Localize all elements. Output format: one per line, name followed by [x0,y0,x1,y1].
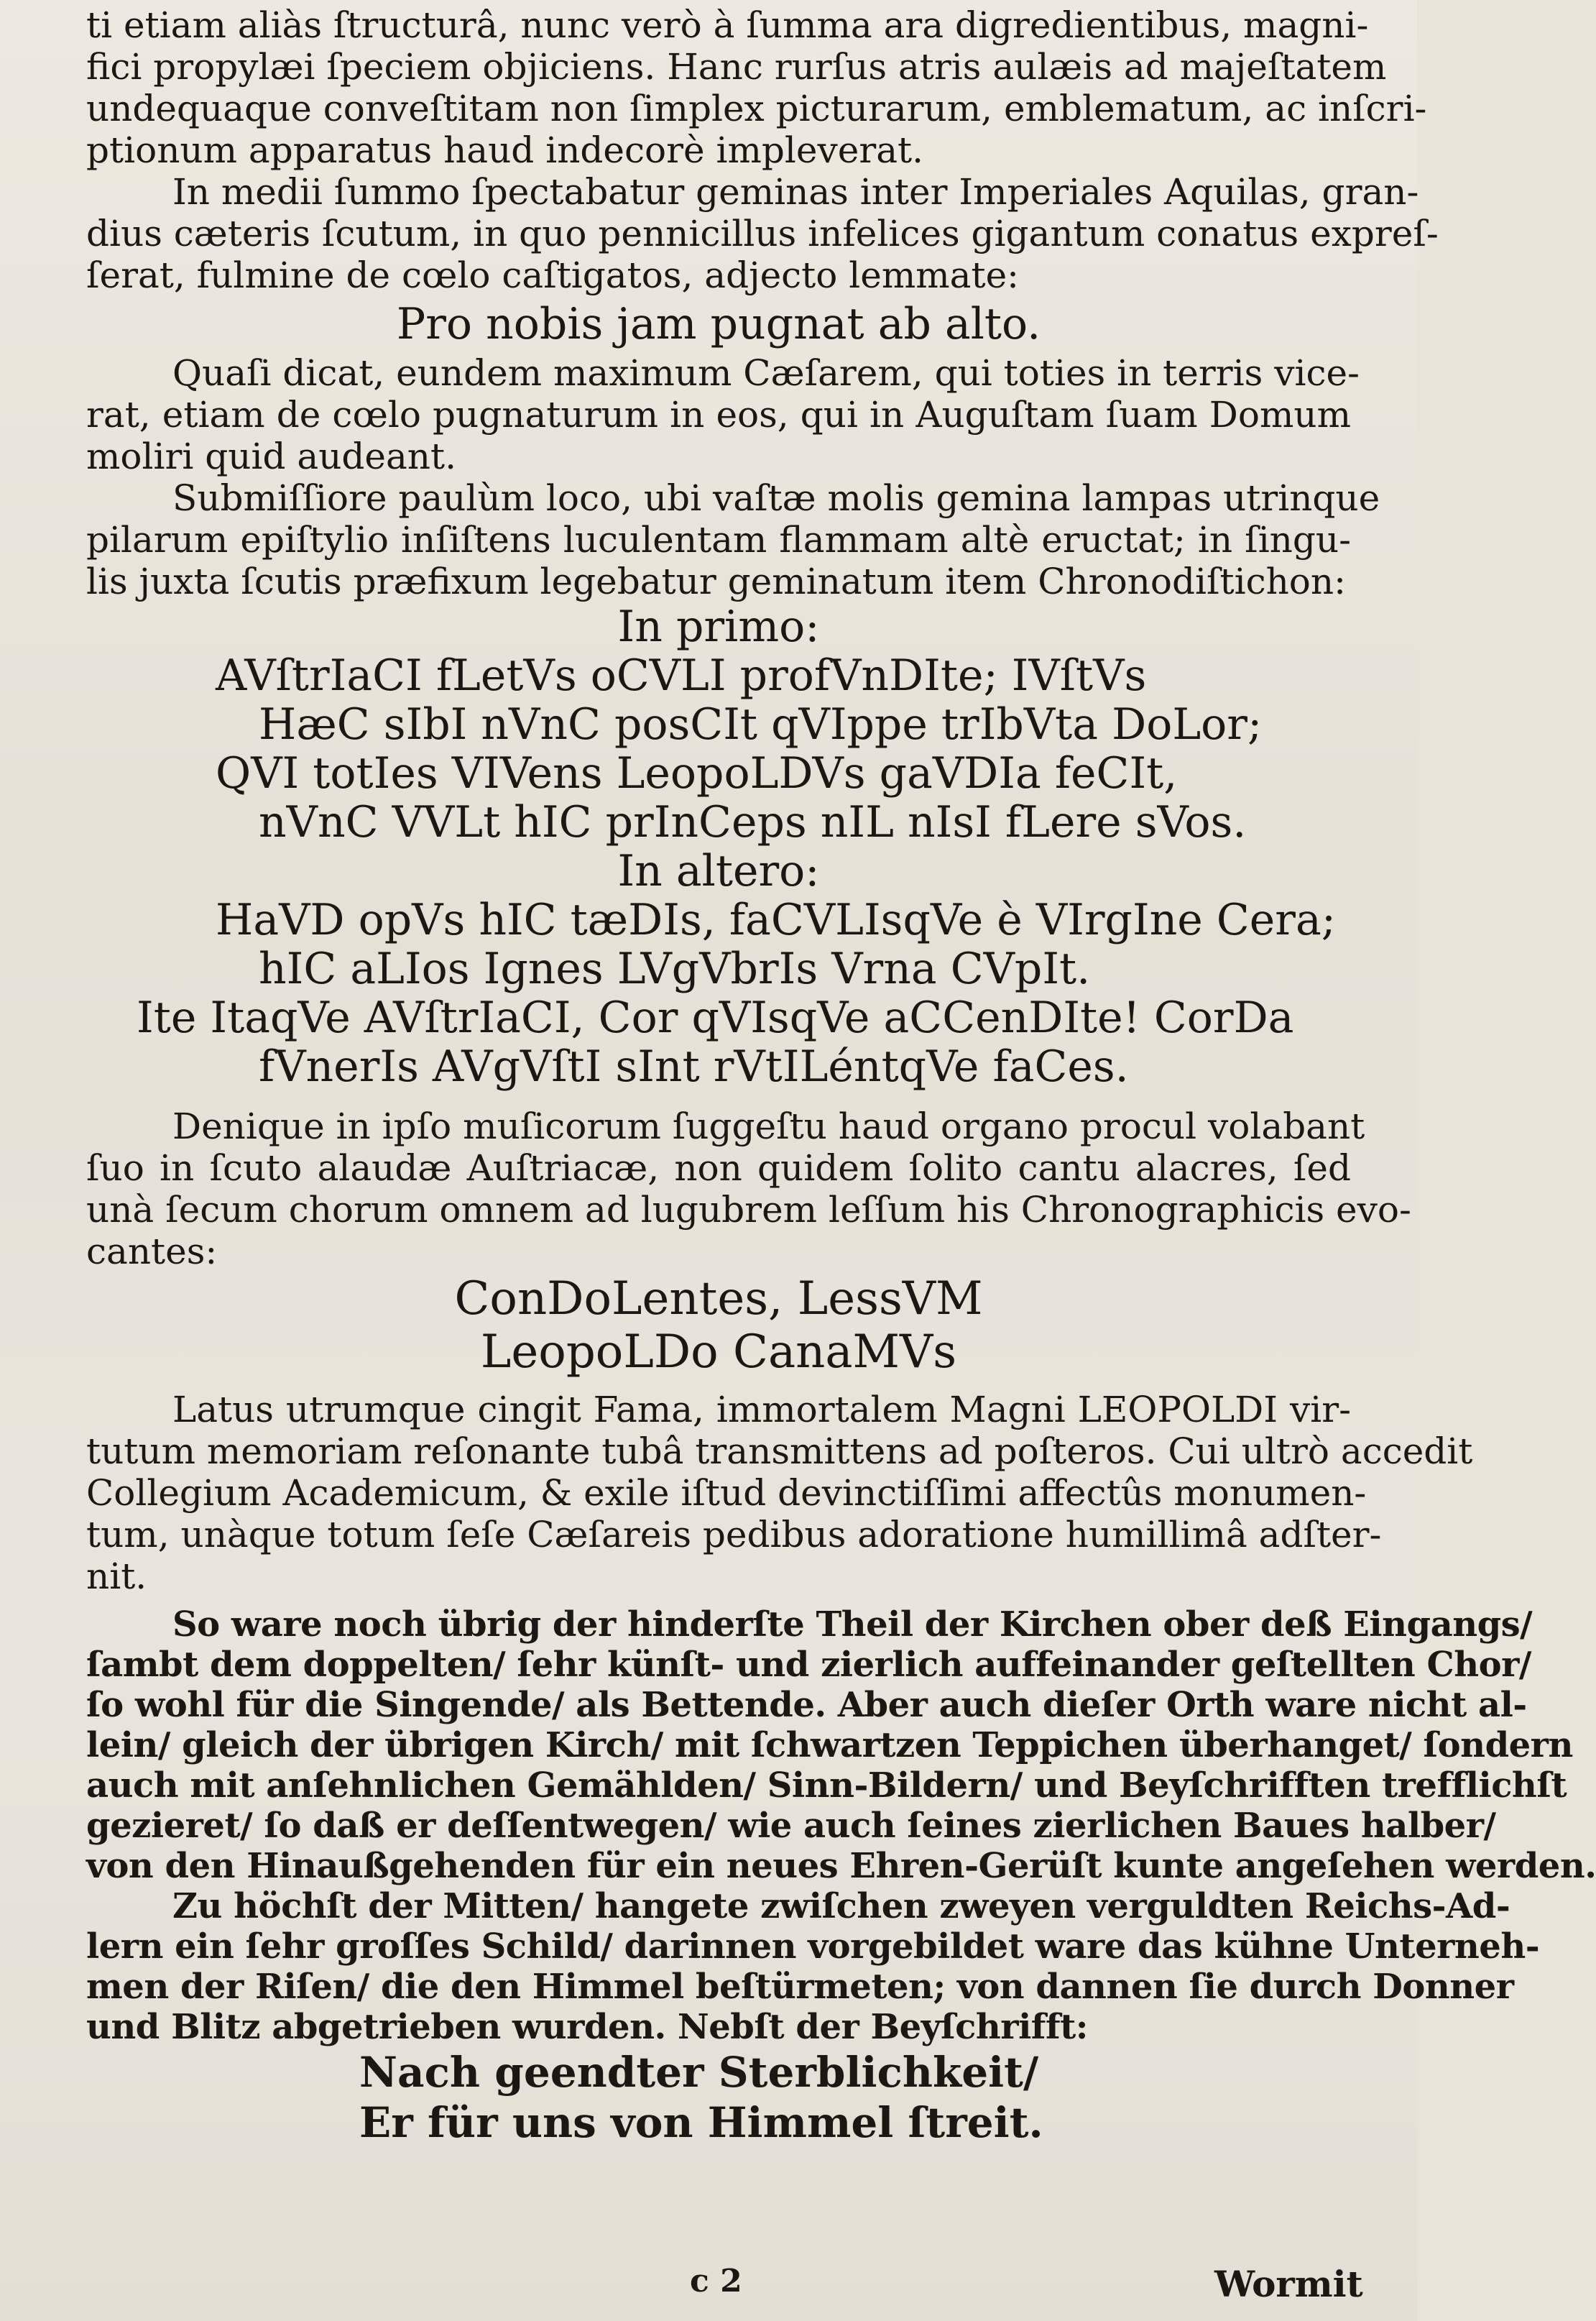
fraktur-line: men der Riſen/ die den Himmel beſtürmeten; von dannen ſie durch Donner [86,1967,1514,2007]
text-line: Latus utrumque cingit Fama, immortalem Magni LEOPOLDI vir- [172,1389,1351,1430]
fraktur-motto-line: Nach geendter Sterblichkeit/ [359,2048,1039,2097]
text-line: pilarum epiſtylio inſiſtens luculentam flammam altè eructat; in ſingu- [86,519,1351,561]
text-line: ti etiam aliàs ſtructurâ, nunc verò à ſumma ara digredientibus, magni- [86,4,1369,46]
fraktur-line: lein/ gleich der übrigen Kirch/ mit ſchwartzen Teppichen überhanget/ ſondern [86,1725,1573,1765]
text-line: lis juxta ſcutis præfixum legebatur geminatum item Chronodiſtichon: [86,561,1346,602]
fraktur-motto-line: Er für uns von Himmel ſtreit. [359,2098,1043,2147]
page-footer [0,2263,1417,2313]
text-line: Quaſi dicat, eundem maximum Cæſarem, qui toties in terris vice- [172,352,1360,394]
text-line: In medii ſummo ſpectabatur geminas inter Imperiales Aquilas, gran- [172,171,1419,213]
text-line: tum, unàque totum ſeſe Cæſareis pedibus adoratione humillimâ adſter- [86,1514,1382,1555]
chronodistich-line: Ite ItaqVe AVſtrIaCI, Cor qVIsqVe aCCenDIte! CorDa [137,993,1294,1043]
fraktur-line: Zu höchſt der Mitten/ hangete zwiſchen zweyen verguldten Reichs-Ad- [172,1886,1510,1926]
fraktur-line: ſo wohl für die Singende/ als Bettende. Aber auch dieſer Orth ware nicht al- [86,1685,1527,1725]
text-line: ſerat, fulmine de cœlo caſtigatos, adjecto lemmate: [86,254,1019,296]
fraktur-line: So ware noch übrig der hinderſte Theil der Kirchen ober deß Eingangs/ [172,1604,1533,1645]
text-line: Collegium Academicum, & exile iſtud devinctiſſimi affectûs monumen- [86,1472,1367,1514]
chronodistich-line: HæC sIbI nVnC posCIt qVIppe trIbVta DoLor; [259,699,1263,750]
text-line: fici propylæi ſpeciem objiciens. Hanc rurſus atris aulæis ad majeſtatem [86,46,1387,88]
chronodistich-line: HaVD opVs hIC tæDIs, faCVLIsqVe è VIrgIne Cera; [216,895,1336,945]
chronodistich-line: hIC aLIos Ignes LVgVbrIs Vrna CVpIt. [259,944,1091,994]
fraktur-line: ſambt dem doppelten/ ſehr künſt- und zierlich auffeinander geſtellten Chor/ [86,1645,1531,1685]
fraktur-line: von den Hinaußgehenden für ein neues Ehren-Gerüſt kunte angeſehen werden. [86,1846,1596,1886]
chronograph-line: ConDoLentes, LessVM [454,1272,983,1325]
text-line: rat, etiam de cœlo pugnaturum in eos, qui in Auguſtam ſuam Domum [86,394,1351,436]
fraktur-line: lern ein ſehr groſſes Schild/ darinnen vorgebildet ware das kühne Unterneh- [86,1926,1540,1967]
verse-heading: In altero: [617,846,820,896]
text-line: nit. [86,1555,147,1597]
chronodistich-line: nVnC VVLt hIC prInCeps nIL nIsI fLere sVos. [259,797,1247,847]
text-line: undequaque conveſtitam non ſimplex picturarum, emblematum, ac inſcri- [86,88,1427,129]
catchword: Wormit [1214,2263,1363,2305]
text-line: moliri quid audeant. [86,436,456,477]
chronograph-line: LeopoLDo CanaMVs [480,1325,957,1379]
signature-mark: c 2 [690,2263,742,2299]
chronodistich-line: QVI totIes VIVens LeopoLDVs gaVDIa feCIt, [216,748,1178,799]
fraktur-line: gezieret/ ſo daß er deſſentwegen/ wie auch ſeines zierlichen Baues halber/ [86,1806,1496,1846]
lemma-motto: Pro nobis jam pugnat ab alto. [396,299,1041,349]
text-line: dius cæteris ſcutum, in quo pennicillus infelices gigantum conatus expreſ- [86,213,1439,254]
chronodistich-line: AVſtrIaCI fLetVs oCVLI profVnDIte; IVſtVs [216,651,1147,701]
chronodistich-line: fVnerIs AVgVſtI sInt rVtILéntqVe faCes. [259,1042,1129,1092]
fraktur-line: auch mit anſehnlichen Gemählden/ Sinn-Bildern/ und Beyſchrifften trefflichſt [86,1765,1567,1806]
text-line: cantes: [86,1231,218,1272]
fraktur-line: und Blitz abgetrieben wurden. Nebſt der Beyſchrifft: [86,2007,1088,2047]
text-line: ptionum apparatus haud indecorè impleverat. [86,129,924,171]
text-line: Denique in ipſo muſicorum ſuggeſtu haud organo procul volabant [172,1106,1365,1147]
verse-heading: In primo: [617,602,820,652]
text-line: tutum memoriam reſonante tubâ transmittens ad poſteros. Cui ultrò accedit [86,1430,1473,1472]
text-line: unà ſecum chorum omnem ad lugubrem leſſum his Chronographicis evo- [86,1189,1411,1231]
text-line: Submiſſiore paulùm loco, ubi vaſtæ molis gemina lampas utrinque [172,477,1380,519]
text-column [86,4,1596,2148]
text-line: ſuo in ſcuto alaudæ Auſtriacæ, non quidem ſolito cantu alacres, ſed [86,1147,1351,1189]
